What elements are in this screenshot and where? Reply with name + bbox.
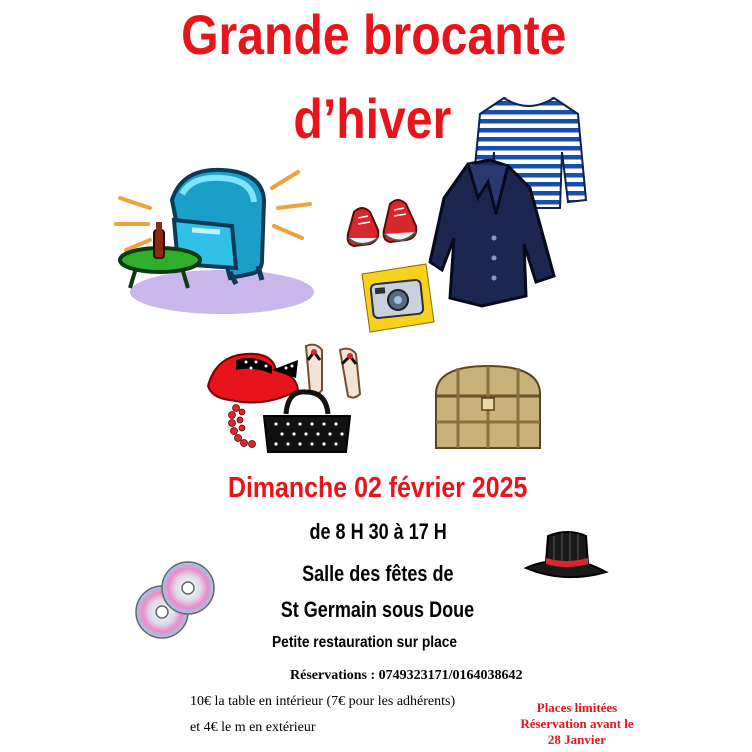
cd-discs-icon	[134, 560, 218, 642]
notice-line3: 28 Janvier	[547, 732, 607, 747]
handbag-icon	[260, 388, 354, 456]
poster-title-line2: d’hiver	[293, 87, 452, 150]
pricing-indoor: 10€ la table en intérieur (7€ pour les adhérents)	[190, 694, 456, 709]
pricing-outdoor: et 4€ le m en extérieur	[190, 720, 316, 735]
notice-line1: Places limitées	[536, 700, 618, 715]
trunk-icon	[432, 362, 544, 452]
coat-icon	[428, 158, 558, 308]
poster-title-line1: Grande brocante	[181, 3, 567, 66]
food-info: Petite restauration sur place	[272, 634, 458, 651]
fedora-icon	[524, 526, 608, 586]
event-venue-line1: Salle des fêtes de	[302, 561, 454, 586]
limited-places-notice	[492, 700, 662, 748]
camera-icon	[360, 262, 436, 334]
event-date: Dimanche 02 février 2025	[227, 472, 528, 504]
sneakers-icon	[344, 190, 420, 256]
reservations-info: Réservations : 0749323171/0164038642	[290, 668, 523, 683]
armchair-icon	[112, 160, 322, 320]
event-hours: de 8 H 30 à 17 H	[309, 519, 447, 544]
notice-line2: Réservation avant le	[520, 716, 634, 731]
event-venue-line2: St Germain sous Doue	[280, 597, 475, 622]
